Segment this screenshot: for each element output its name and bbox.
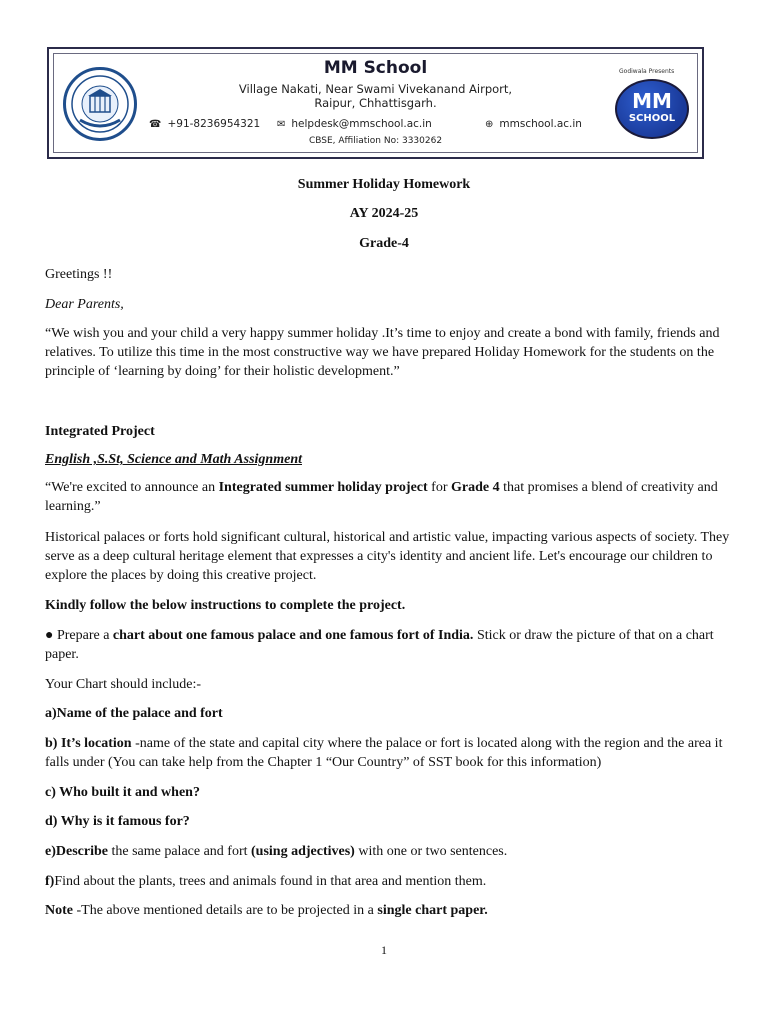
website-url: mmschool.ac.in [499, 118, 582, 130]
logo-mm-text: MM [632, 89, 672, 113]
email-contact [277, 118, 432, 130]
item-e [45, 842, 735, 861]
phone-contact [149, 118, 260, 130]
instructions-heading: Kindly follow the below instructions to complete the project. [45, 598, 406, 613]
school-name: MM School [323, 58, 428, 78]
logo-school-text: SCHOOL [628, 113, 676, 124]
mm-school-logo [615, 79, 689, 139]
item-e-text-2: with one or two sentences. [354, 844, 508, 859]
announcement-paragraph [45, 478, 735, 516]
title-homework: Summer Holiday Homework [297, 177, 471, 192]
chart-include-label: Your Chart should include:- [45, 677, 202, 692]
note-text: -The above mentioned details are to be projected in a [73, 903, 378, 918]
item-e-label: e)Describe [45, 844, 108, 859]
item-d: d) Why is it famous for? [45, 814, 190, 829]
item-f [45, 872, 735, 891]
item-f-text: Find about the plants, trees and animals found in that area and mention them. [54, 874, 487, 889]
note-label: Note [45, 903, 73, 918]
announce-text-2: for [427, 480, 451, 495]
subject-heading: English ,S.St, Science and Math Assignment [45, 452, 302, 467]
item-e-adjectives: (using adjectives) [251, 844, 355, 859]
title-grade: Grade-4 [359, 236, 409, 251]
greeting: Greetings !! [45, 267, 113, 282]
announce-project-name: Integrated summer holiday project [218, 480, 428, 495]
bullet-chart-topic: chart about one famous palace and one famous fort of India. [112, 628, 474, 643]
item-e-text-1: the same palace and fort [107, 844, 252, 859]
palaces-paragraph: Historical palaces or forts hold significant cultural, historical and artistic value, impacting various aspects of society. They serve as a deep cultural heritage element that expresses a city's identity and ancient life. Let's encourage our children to explore the places by doing this creative project. [45, 530, 730, 583]
email-address: helpdesk@mmschool.ac.in [291, 118, 432, 130]
section-heading: Integrated Project [45, 424, 155, 439]
affiliation-number: CBSE, Affiliation No: 3330262 [308, 136, 443, 146]
bullet-text-1: ● Prepare a [45, 628, 113, 643]
bullet-text-2: Stick or draw the picture of that on a chart paper. [45, 628, 714, 662]
letterhead [47, 47, 704, 159]
salutation: Dear Parents, [45, 297, 124, 312]
globe-icon: ⊕ [485, 119, 494, 130]
item-b-text: -name of the state and capital city where the palace or fort is located along with the region and the area it falls under (You can take help from the Chapter 1 “Our Country” of SST book for this information) [45, 736, 723, 770]
website-contact [485, 118, 582, 130]
item-b [45, 734, 735, 772]
item-c: c) Who built it and when? [45, 785, 200, 800]
mail-icon: ✉ [277, 119, 286, 130]
item-a: a)Name of the palace and fort [45, 706, 223, 721]
presents-caption: Godiwala Presents [619, 68, 675, 75]
address-line-2: Raipur, Chhattisgarh. [314, 96, 437, 110]
title-academic-year: AY 2024-25 [349, 206, 419, 221]
announce-text-1: “We're excited to announce an [45, 480, 219, 495]
item-f-label: f) [45, 874, 55, 889]
phone-icon: ☎ [149, 119, 162, 130]
intro-paragraph: “We wish you and your child a very happy summer holiday .It’s time to enjoy and create a bond with family, friends and relatives. To utilize this time in the most constructive way we have prepared Holiday Homework for the students on the principle of ‘learning by doing’ for their holistic development.” [45, 326, 720, 379]
note-emphasis: single chart paper. [377, 903, 488, 918]
bullet-instruction [45, 626, 735, 664]
address-line-1: Village Nakati, Near Swami Vivekanand Airport, [238, 82, 513, 96]
item-b-label: b) It’s location [45, 736, 132, 751]
page-number: 1 [381, 943, 387, 957]
announce-text-3: that promises a blend of creativity and learning.” [45, 480, 718, 514]
announce-grade: Grade 4 [451, 480, 500, 495]
note [45, 901, 735, 920]
phone-number: +91-8236954321 [167, 118, 261, 130]
